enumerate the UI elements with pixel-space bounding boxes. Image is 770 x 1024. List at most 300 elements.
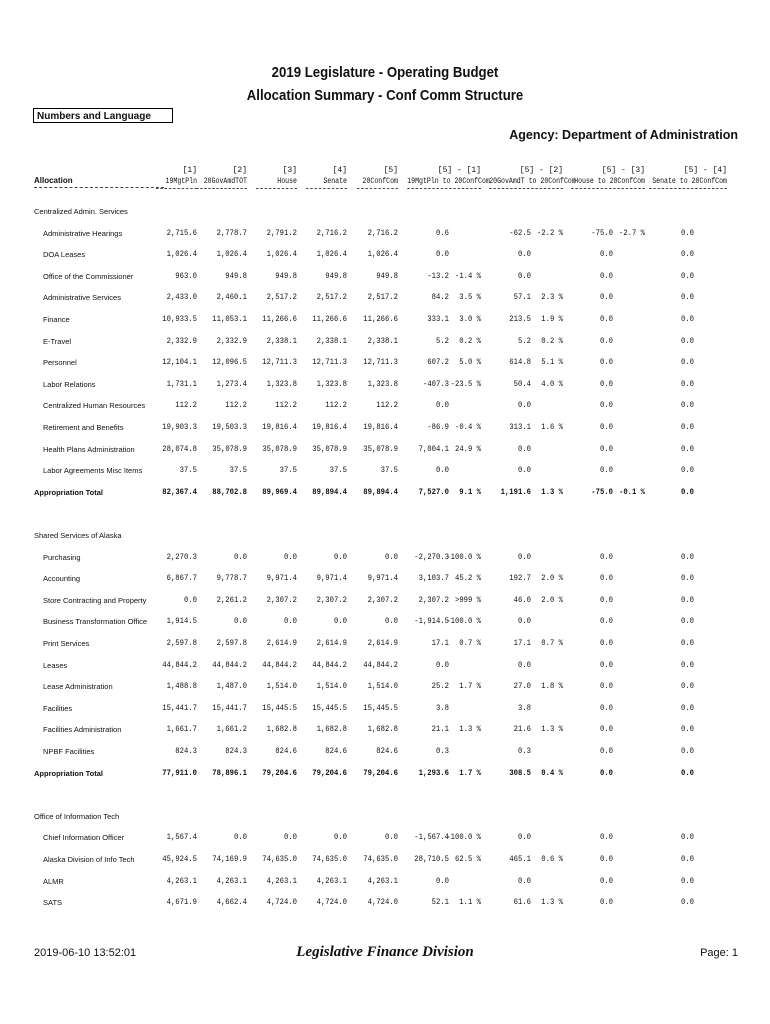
cell-value: 0.0	[599, 573, 613, 584]
cell-value: 3,103.7	[418, 573, 449, 584]
cell-value: 74,635.0	[363, 854, 398, 864]
column-header-index: [5] - [2]	[519, 166, 563, 175]
cell-value: 0.0	[183, 594, 197, 605]
cell-value: 15,445.5	[262, 702, 297, 713]
cell-value: 0.6 %	[541, 854, 563, 864]
row-label: Purchasing	[43, 552, 81, 562]
row-label: Print Services	[43, 639, 90, 648]
cell-value: -100.0 %	[446, 551, 481, 562]
cell-value: 0.3	[517, 746, 531, 756]
cell-value: 112.2	[275, 400, 297, 411]
cell-value: 0.0	[435, 249, 449, 260]
cell-value: 0.0	[517, 659, 531, 670]
cell-value: 0.0	[599, 897, 613, 908]
total-value: 89,969.4	[262, 486, 297, 497]
cell-value: 1,323.8	[266, 378, 297, 389]
cell-value: 1,567.4	[166, 832, 197, 843]
appropriation-total-label: Appropriation Total	[34, 768, 104, 778]
cell-value: 9,971.4	[367, 573, 398, 584]
cell-value: 0.0	[680, 897, 694, 908]
cell-value: 0.0	[599, 357, 613, 368]
cell-value: 3.0 %	[459, 314, 481, 324]
cell-value: 0.0	[517, 400, 531, 411]
footer-division: Legislative Finance Division	[296, 944, 474, 960]
cell-value: 3.8	[517, 702, 531, 713]
cell-value: 0.0	[680, 443, 694, 454]
cell-value: 1,682.8	[367, 724, 398, 735]
cell-value: 44,844.2	[262, 659, 297, 670]
row-label: Health Plans Administration	[43, 444, 135, 454]
cell-value: 0.0	[680, 378, 694, 389]
cell-value: 9,778.7	[216, 573, 247, 584]
section-title: Office of Information Tech	[34, 811, 120, 821]
column-header-index: [5]	[383, 166, 398, 175]
cell-value: 2,597.8	[166, 638, 197, 648]
total-value: 9.1 %	[459, 486, 481, 497]
cell-value: 0.0	[680, 616, 694, 627]
cell-value: 46.0	[513, 594, 531, 605]
row-label: E-Travel	[43, 336, 72, 346]
section-title: Centralized Admin. Services	[34, 207, 128, 216]
row-label: Business Transformation Office	[43, 617, 148, 627]
row-label: Personnel	[43, 358, 77, 368]
cell-value: 4,662.4	[216, 897, 247, 908]
column-header-index: [5] - [4]	[683, 166, 727, 175]
row-label: Finance	[43, 315, 70, 324]
row-label: DOA Leases	[43, 250, 86, 260]
cell-value: 1,661.7	[166, 724, 197, 735]
column-header-index: [3]	[282, 166, 297, 175]
cell-value: 465.1	[509, 854, 531, 864]
cell-value: 44,844.2	[363, 659, 398, 670]
cell-value: 5.1 %	[541, 357, 563, 368]
total-value: 79,204.6	[262, 767, 297, 778]
cell-value: -2.2 %	[536, 227, 563, 238]
footer-page-number: Page: 1	[700, 947, 738, 959]
row-label: Leases	[43, 660, 68, 670]
row-label: Facilities	[43, 703, 73, 713]
row-label: NPBF Facilities	[43, 747, 95, 756]
cell-value: 2,715.6	[166, 227, 197, 238]
cell-value: 37.5	[329, 465, 347, 476]
cell-value: 0.0	[680, 357, 694, 368]
cell-value: 0.0	[680, 292, 694, 303]
cell-value: 74,635.0	[262, 854, 297, 864]
total-value: 78,896.1	[212, 767, 247, 778]
total-value: 308.5	[509, 767, 531, 778]
cell-value: 1,514.0	[367, 681, 398, 692]
cell-value: 1,914.5	[166, 616, 197, 627]
cell-value: -23.5 %	[450, 378, 481, 389]
cell-value: 0.0	[680, 832, 694, 843]
cell-value: 1.1 %	[459, 897, 481, 908]
cell-value: 15,445.5	[363, 702, 398, 713]
cell-value: 0.0	[517, 465, 531, 476]
cell-value: 15,441.7	[162, 702, 197, 713]
cell-value: 10,933.5	[162, 314, 197, 324]
cell-value: 0.0	[599, 335, 613, 346]
cell-value: 2.0 %	[541, 573, 563, 584]
cell-value: 192.7	[509, 573, 531, 584]
cell-value: -407.3	[422, 378, 449, 389]
column-header-index: [4]	[332, 166, 347, 175]
cell-value: 2,460.1	[216, 292, 247, 303]
cell-value: 614.8	[509, 357, 531, 368]
row-label: Chief Information Officer	[43, 833, 125, 843]
cell-value: 1,488.8	[166, 681, 197, 692]
cell-value: 112.2	[175, 400, 197, 411]
cell-value: 84.2	[431, 292, 449, 303]
cell-value: 0.0	[680, 551, 694, 562]
cell-value: 0.0	[599, 270, 613, 281]
cell-value: 17.1	[513, 638, 531, 648]
cell-value: 607.2	[427, 357, 449, 368]
cell-value: 0.0	[233, 616, 247, 627]
cell-value: 824.6	[325, 746, 347, 756]
cell-value: 112.2	[376, 400, 398, 411]
cell-value: 0.0	[599, 616, 613, 627]
cell-value: 74,635.0	[312, 854, 347, 864]
total-value: 1,191.6	[500, 486, 531, 497]
row-label: Office of the Commissioner	[43, 271, 134, 281]
cell-value: 0.0	[435, 400, 449, 411]
cell-value: 0.0	[517, 616, 531, 627]
column-header-label: House	[256, 177, 297, 189]
cell-value: >999 %	[454, 594, 481, 605]
cell-value: 112.2	[225, 400, 247, 411]
cell-value: -100.0 %	[446, 616, 481, 627]
cell-value: 12,711.3	[262, 357, 297, 368]
cell-value: 19,816.4	[363, 422, 398, 432]
cell-value: -75.0	[591, 227, 613, 238]
cell-value: 1.7 %	[459, 681, 481, 692]
cell-value: 0.0	[517, 249, 531, 260]
cell-value: 0.0	[599, 724, 613, 735]
cell-value: 12,711.3	[312, 357, 347, 368]
cell-value: 949.8	[376, 270, 398, 281]
cell-value: 4,724.0	[316, 897, 347, 908]
cell-value: 0.0	[283, 551, 297, 562]
cell-value: -86.9	[427, 422, 449, 432]
cell-value: 35,078.9	[312, 443, 347, 454]
cell-value: 50.4	[513, 378, 531, 389]
cell-value: 28,710.5	[414, 854, 449, 864]
row-label: Accounting	[43, 574, 81, 584]
cell-value: 2,517.2	[367, 292, 398, 303]
cell-value: 7,004.1	[418, 443, 449, 454]
row-label: Facilities Administration	[43, 725, 122, 735]
cell-value: 0.0	[599, 832, 613, 843]
cell-value: 1,682.8	[316, 724, 347, 735]
cell-value: 213.5	[509, 314, 531, 324]
cell-value: 1,273.4	[216, 378, 247, 389]
cell-value: 2,332.9	[166, 335, 197, 346]
cell-value: 0.0	[680, 249, 694, 260]
cell-value: 0.0	[599, 465, 613, 476]
cell-value: 4,263.1	[367, 875, 398, 886]
cell-value: 11,266.6	[312, 314, 347, 324]
cell-value: 2,332.9	[216, 335, 247, 346]
cell-value: 19,816.4	[312, 422, 347, 432]
cell-value: 2,614.9	[316, 638, 347, 648]
cell-value: -100.0 %	[446, 832, 481, 843]
cell-value: 0.0	[333, 832, 347, 843]
cell-value: 12,104.1	[162, 357, 197, 368]
cell-value: 12,096.5	[212, 357, 247, 368]
cell-value: 2,307.2	[266, 594, 297, 605]
cell-value: 37.5	[380, 465, 398, 476]
total-value: -0.1 %	[618, 486, 645, 497]
cell-value: 949.8	[225, 270, 247, 281]
row-label: Centralized Human Resources	[43, 401, 146, 411]
total-value: 89,894.4	[363, 486, 398, 497]
cell-value: 112.2	[325, 400, 347, 411]
cell-value: 0.0	[680, 724, 694, 735]
column-header-label: Senate	[306, 177, 347, 189]
cell-value: 0.0	[680, 400, 694, 411]
cell-value: 0.0	[680, 702, 694, 713]
column-header-label: House to 20ConfCom	[571, 177, 645, 189]
cell-value: 11,266.6	[262, 314, 297, 324]
cell-value: 2.3 %	[541, 292, 563, 303]
row-label: Alaska Division of Info Tech	[43, 855, 135, 864]
cell-value: 1.3 %	[541, 897, 563, 908]
column-header-label: 20GovAmdTOT	[196, 177, 247, 189]
cell-value: 3.8	[435, 702, 449, 713]
cell-value: 0.0	[599, 875, 613, 886]
cell-value: 35,078.9	[262, 443, 297, 454]
column-header-label: 19MgtPln to 20ConfCom	[407, 177, 481, 189]
total-value: 1.7 %	[459, 767, 481, 778]
total-value: 82,367.4	[162, 486, 197, 497]
cell-value: -0.4 %	[454, 422, 481, 432]
row-label: Administrative Services	[43, 293, 121, 303]
cell-value: 21.1	[431, 724, 449, 735]
cell-value: 0.0	[599, 314, 613, 324]
cell-value: 0.0	[283, 832, 297, 843]
cell-value: 0.0	[680, 659, 694, 670]
report-subtitle: Allocation Summary - Conf Comm Structure	[246, 87, 524, 104]
cell-value: 2,338.1	[316, 335, 347, 346]
cell-value: 333.1	[427, 314, 449, 324]
cell-value: 2,433.0	[166, 292, 197, 303]
column-header-label: 20GovAmdT to 20ConfCom	[489, 177, 563, 189]
cell-value: 1,731.1	[166, 378, 197, 389]
cell-value: 0.0	[680, 875, 694, 886]
cell-value: 1,026.4	[316, 249, 347, 260]
cell-value: 824.6	[376, 746, 398, 756]
cell-value: 4,263.1	[166, 875, 197, 886]
cell-value: 0.7 %	[459, 638, 481, 648]
cell-value: 949.8	[325, 270, 347, 281]
cell-value: 0.0	[599, 702, 613, 713]
report-title: 2019 Legislature - Operating Budget	[271, 64, 499, 81]
cell-value: 1,661.2	[216, 724, 247, 735]
cell-value: 0.0	[680, 335, 694, 346]
cell-value: 0.0	[233, 551, 247, 562]
cell-value: 824.6	[275, 746, 297, 756]
cell-value: 35,078.9	[363, 443, 398, 454]
cell-value: 0.0	[435, 659, 449, 670]
cell-value: 0.0	[517, 270, 531, 281]
cell-value: 0.2 %	[459, 335, 481, 346]
cell-value: 1,323.8	[316, 378, 347, 389]
cell-value: 2,270.3	[166, 551, 197, 562]
agency-label: Agency: Department of Administration	[509, 128, 738, 142]
cell-value: 6,867.7	[166, 573, 197, 584]
cell-value: 15,445.5	[312, 702, 347, 713]
cell-value: 0.0	[599, 378, 613, 389]
column-header-index: [1]	[182, 166, 197, 175]
cell-value: 0.0	[283, 616, 297, 627]
cell-value: 0.0	[680, 594, 694, 605]
cell-value: 2,517.2	[316, 292, 347, 303]
cell-value: 0.0	[333, 551, 347, 562]
cell-value: 28,074.8	[162, 443, 197, 454]
cell-value: 2,517.2	[266, 292, 297, 303]
column-header-index: [5] - [1]	[437, 166, 481, 175]
cell-value: 0.0	[599, 681, 613, 692]
cell-value: 25.2	[431, 681, 449, 692]
cell-value: 2,307.2	[316, 594, 347, 605]
cell-value: -13.2	[427, 270, 449, 281]
section-title: Shared Services of Alaska	[34, 531, 122, 540]
cell-value: 4,724.0	[266, 897, 297, 908]
cell-value: 5.2	[517, 335, 531, 346]
cell-value: 1,026.4	[216, 249, 247, 260]
cell-value: 19,503.3	[212, 422, 247, 432]
cell-value: 0.0	[599, 422, 613, 432]
cell-value: 0.0	[680, 422, 694, 432]
cell-value: 1,026.4	[266, 249, 297, 260]
cell-value: 2,338.1	[367, 335, 398, 346]
row-label: Labor Relations	[43, 379, 96, 389]
column-header-label: Senate to 20ConfCom	[649, 177, 727, 189]
footer-timestamp: 2019-06-10 13:52:01	[34, 947, 137, 959]
cell-value: 74,169.9	[212, 854, 247, 864]
cell-value: 21.6	[513, 724, 531, 735]
total-value: 0.0	[599, 767, 613, 778]
cell-value: 4,263.1	[266, 875, 297, 886]
cell-value: 4,671.9	[166, 897, 197, 908]
cell-value: -2.7 %	[618, 227, 645, 238]
cell-value: 1,323.8	[367, 378, 398, 389]
row-label: Lease Administration	[43, 682, 113, 692]
row-label: Retirement and Benefits	[43, 423, 124, 432]
cell-value: 27.0	[513, 681, 531, 692]
cell-value: 0.0	[680, 270, 694, 281]
cell-value: 4,263.1	[316, 875, 347, 886]
cell-value: 2,791.2	[266, 227, 297, 238]
cell-value: 0.0	[435, 875, 449, 886]
cell-value: 1.3 %	[459, 724, 481, 735]
total-value: 0.0	[680, 767, 694, 778]
cell-value: 1,514.0	[266, 681, 297, 692]
row-label: SATS	[43, 898, 63, 908]
cell-value: 0.2 %	[541, 335, 563, 346]
cell-value: 0.0	[599, 638, 613, 648]
cell-value: 0.6	[435, 227, 449, 238]
cell-value: 1,682.8	[266, 724, 297, 735]
cell-value: 963.0	[175, 270, 197, 281]
cell-value: 0.0	[384, 832, 398, 843]
cell-value: 313.1	[509, 422, 531, 432]
cell-value: 17.1	[431, 638, 449, 648]
cell-value: -1,567.4	[414, 832, 449, 843]
cell-value: 0.0	[680, 638, 694, 648]
cell-value: 12,711.3	[363, 357, 398, 368]
appropriation-total-label: Appropriation Total	[34, 487, 104, 497]
cell-value: 35,078.9	[212, 443, 247, 454]
cell-value: -1,914.5	[414, 616, 449, 627]
cell-value: 0.0	[435, 465, 449, 476]
cell-value: 37.5	[279, 465, 297, 476]
cell-value: 45,924.5	[162, 854, 197, 864]
cell-value: -62.5	[509, 227, 531, 238]
total-value: -75.0	[591, 486, 613, 497]
cell-value: 949.8	[275, 270, 297, 281]
cell-value: 4.0 %	[541, 378, 563, 389]
cell-value: 0.0	[333, 616, 347, 627]
cell-value: 0.0	[680, 573, 694, 584]
total-value: 79,204.6	[312, 767, 347, 778]
total-value: 1,293.6	[418, 767, 449, 778]
cell-value: 0.0	[599, 443, 613, 454]
cell-value: 52.1	[431, 897, 449, 908]
cell-value: 2,614.9	[367, 638, 398, 648]
cell-value: 0.0	[680, 227, 694, 238]
cell-value: 1.8 %	[541, 681, 563, 692]
numbers-and-language-box: Numbers and Language	[33, 108, 173, 123]
total-value: 0.0	[680, 486, 694, 497]
cell-value: 11,053.1	[212, 314, 247, 324]
cell-value: 0.0	[599, 746, 613, 756]
cell-value: 0.0	[599, 659, 613, 670]
cell-value: 2,597.8	[216, 638, 247, 648]
cell-value: 9,971.4	[316, 573, 347, 584]
cell-value: 0.0	[599, 551, 613, 562]
cell-value: 44,844.2	[312, 659, 347, 670]
cell-value: 2.0 %	[541, 594, 563, 605]
cell-value: 0.3	[435, 746, 449, 756]
cell-value: 0.0	[680, 465, 694, 476]
cell-value: 44,844.2	[212, 659, 247, 670]
cell-value: 0.0	[680, 314, 694, 324]
cell-value: 1,514.0	[316, 681, 347, 692]
cell-value: 45.2 %	[454, 573, 481, 584]
total-value: 1.3 %	[541, 486, 563, 497]
cell-value: 0.0	[599, 249, 613, 260]
cell-value: 0.0	[384, 616, 398, 627]
cell-value: 4,724.0	[367, 897, 398, 908]
cell-value: 2,716.2	[367, 227, 398, 238]
cell-value: 2,338.1	[266, 335, 297, 346]
cell-value: 1.9 %	[541, 314, 563, 324]
cell-value: 0.0	[233, 832, 247, 843]
cell-value: 0.0	[599, 292, 613, 303]
cell-value: 2,307.2	[367, 594, 398, 605]
cell-value: 2,716.2	[316, 227, 347, 238]
cell-value: 37.5	[229, 465, 247, 476]
cell-value: 5.2	[435, 335, 449, 346]
cell-value: 2,778.7	[216, 227, 247, 238]
cell-value: 2,261.2	[216, 594, 247, 605]
cell-value: 9,971.4	[266, 573, 297, 584]
cell-value: 19,816.4	[262, 422, 297, 432]
cell-value: 824.3	[175, 746, 197, 756]
cell-value: 0.0	[517, 875, 531, 886]
cell-value: -1.4 %	[454, 270, 481, 281]
